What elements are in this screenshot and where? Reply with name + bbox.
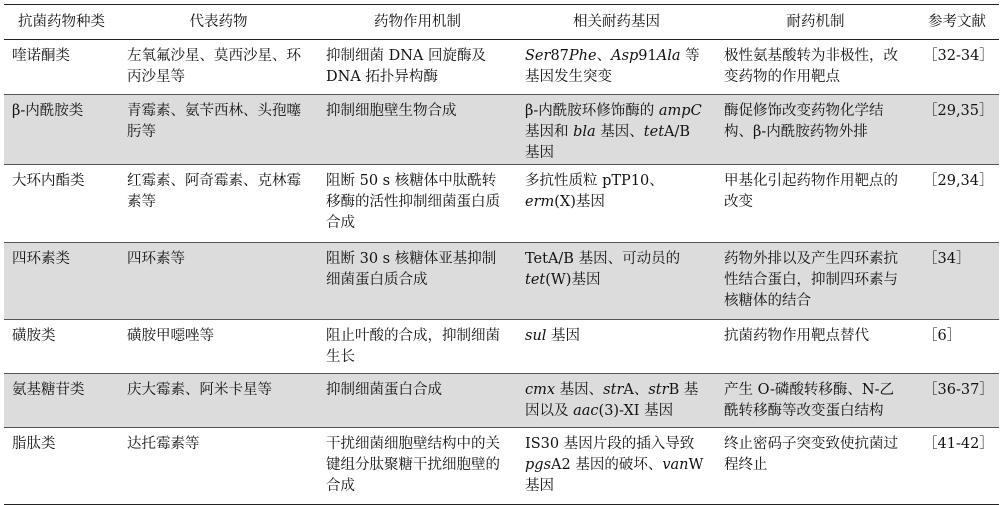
gene-text: W 基因: [525, 457, 704, 494]
gene-italic: aac: [573, 403, 599, 419]
gene-italic: Ala: [656, 48, 681, 64]
cell-drugs: 磺胺甲噁唑等: [119, 320, 318, 374]
header-drugs: 代表药物: [119, 5, 318, 40]
cell-resistance: 极性氨基酸转为非极性，改变药物的作用靶点: [716, 40, 915, 95]
cell-resistance: 终止密码子突变致使抗菌过程终止: [716, 428, 915, 505]
cell-mechanism: 阻断 50 s 核糖体中肽酰转移酶的活性抑制细菌蛋白质合成: [318, 165, 517, 243]
header-row: [4, 5, 999, 40]
gene-italic: str: [603, 382, 624, 398]
gene-italic: cmx: [525, 382, 556, 398]
cell-drugs: 青霉素、氨苄西林、头孢噻肟等: [119, 95, 318, 165]
cell-refs: ［36-37］: [915, 374, 999, 428]
cell-resistance: 酶促修饰改变药物化学结构、β-内酰胺药物外排: [716, 95, 915, 165]
gene-text: 基因和: [525, 124, 574, 140]
gene-text: 基因、: [595, 124, 644, 140]
cell-refs: ［6］: [915, 320, 999, 374]
table-row: [4, 320, 999, 374]
cell-resistance: 甲基化引起药物作用靶点的改变: [716, 165, 915, 243]
gene-italic: Phe: [568, 48, 597, 64]
table-row: [4, 165, 999, 243]
gene-text: (W)基因: [545, 272, 601, 288]
cell-genes: [517, 320, 716, 374]
header-genes: 相关耐药基因: [517, 5, 716, 40]
cell-resistance: 抗菌药物作用靶点替代: [716, 320, 915, 374]
gene-text: B 基因以及: [525, 382, 699, 419]
gene-text: 基因、: [555, 382, 604, 398]
gene-italic: ampC: [658, 103, 702, 119]
gene-text: 、: [596, 48, 612, 64]
cell-mechanism: 阻断 30 s 核糖体亚基抑制细菌蛋白质合成: [318, 243, 517, 320]
gene-text: (X)基因: [554, 194, 605, 210]
cell-drugs: 红霉素、阿奇霉素、克林霉素等: [119, 165, 318, 243]
table-row: [4, 428, 999, 505]
gene-text: 等基因发生突变: [525, 48, 700, 85]
table-row: [4, 374, 999, 428]
cell-refs: ［41-42］: [915, 428, 999, 505]
gene-text: IS30 基因片段的插入导致: [525, 436, 695, 452]
cell-genes: [517, 243, 716, 320]
gene-text: A、: [623, 382, 649, 398]
gene-text: 基因: [546, 328, 581, 344]
cell-resistance: 药物外排以及产生四环素抗性结合蛋白，抑制四环素与核糖体的结合: [716, 243, 915, 320]
gene-text: A2 基因的破坏、: [551, 457, 663, 473]
gene-italic: bla: [573, 124, 596, 140]
table-row: [4, 243, 999, 320]
cell-genes: [517, 165, 716, 243]
cell-mechanism: 抑制细菌 DNA 回旋酶及 DNA 拓扑异构酶: [318, 40, 517, 95]
gene-italic: erm: [525, 194, 555, 210]
cell-refs: ［29,34］: [915, 165, 999, 243]
cell-genes: [517, 40, 716, 95]
cell-refs: ［34］: [915, 243, 999, 320]
gene-italic: van: [662, 457, 689, 473]
cell-category: 氨基糖苷类: [4, 374, 119, 428]
table-row: [4, 95, 999, 165]
gene-italic: str: [648, 382, 669, 398]
gene-text: 多抗性质粒 pTP10、: [525, 173, 664, 189]
gene-text: 87: [550, 48, 569, 64]
gene-italic: pgs: [525, 457, 552, 473]
cell-mechanism: 抑制细菌蛋白合成: [318, 374, 517, 428]
gene-text: A/B 基因: [525, 124, 691, 161]
header-mechanism: 药物作用机制: [318, 5, 517, 40]
cell-drugs: 达托霉素等: [119, 428, 318, 505]
gene-italic: sul: [525, 328, 547, 344]
gene-text: (3)-XI 基因: [598, 403, 674, 419]
cell-genes: [517, 374, 716, 428]
cell-category: 大环内酯类: [4, 165, 119, 243]
cell-category: β-内酰胺类: [4, 95, 119, 165]
cell-drugs: 四环素等: [119, 243, 318, 320]
cell-genes: [517, 428, 716, 505]
cell-mechanism: 阻止叶酸的合成，抑制细菌生长: [318, 320, 517, 374]
cell-genes: [517, 95, 716, 165]
header-resistance: 耐药机制: [716, 5, 915, 40]
header-refs: 参考文献: [915, 5, 999, 40]
cell-category: 四环素类: [4, 243, 119, 320]
cell-resistance: 产生 O-磷酸转移酶、N-乙酰转移酶等改变蛋白结构: [716, 374, 915, 428]
cell-refs: ［32-34］: [915, 40, 999, 95]
cell-category: 脂肽类: [4, 428, 119, 505]
gene-text: β-内酰胺环修饰酶的: [525, 103, 659, 119]
header-category: 抗菌药物种类: [4, 5, 119, 40]
cell-mechanism: 干扰细菌细胞壁结构中的关键组分肽聚糖干扰细胞壁的合成: [318, 428, 517, 505]
gene-italic: Ser: [525, 48, 551, 64]
gene-text: 91: [638, 48, 657, 64]
cell-drugs: 左氧氟沙星、莫西沙星、环丙沙星等: [119, 40, 318, 95]
table-row: [4, 40, 999, 95]
cell-category: 喹诺酮类: [4, 40, 119, 95]
gene-text: TetA/B 基因、可动员的: [525, 251, 681, 267]
cell-category: 磺胺类: [4, 320, 119, 374]
cell-drugs: 庆大霉素、阿米卡星等: [119, 374, 318, 428]
gene-italic: tet: [525, 272, 546, 288]
cell-mechanism: 抑制细胞壁生物合成: [318, 95, 517, 165]
gene-italic: tet: [643, 124, 665, 140]
gene-italic: Asp: [611, 48, 639, 64]
cell-refs: ［29,35］: [915, 95, 999, 165]
antibiotic-resistance-table: [4, 4, 999, 505]
